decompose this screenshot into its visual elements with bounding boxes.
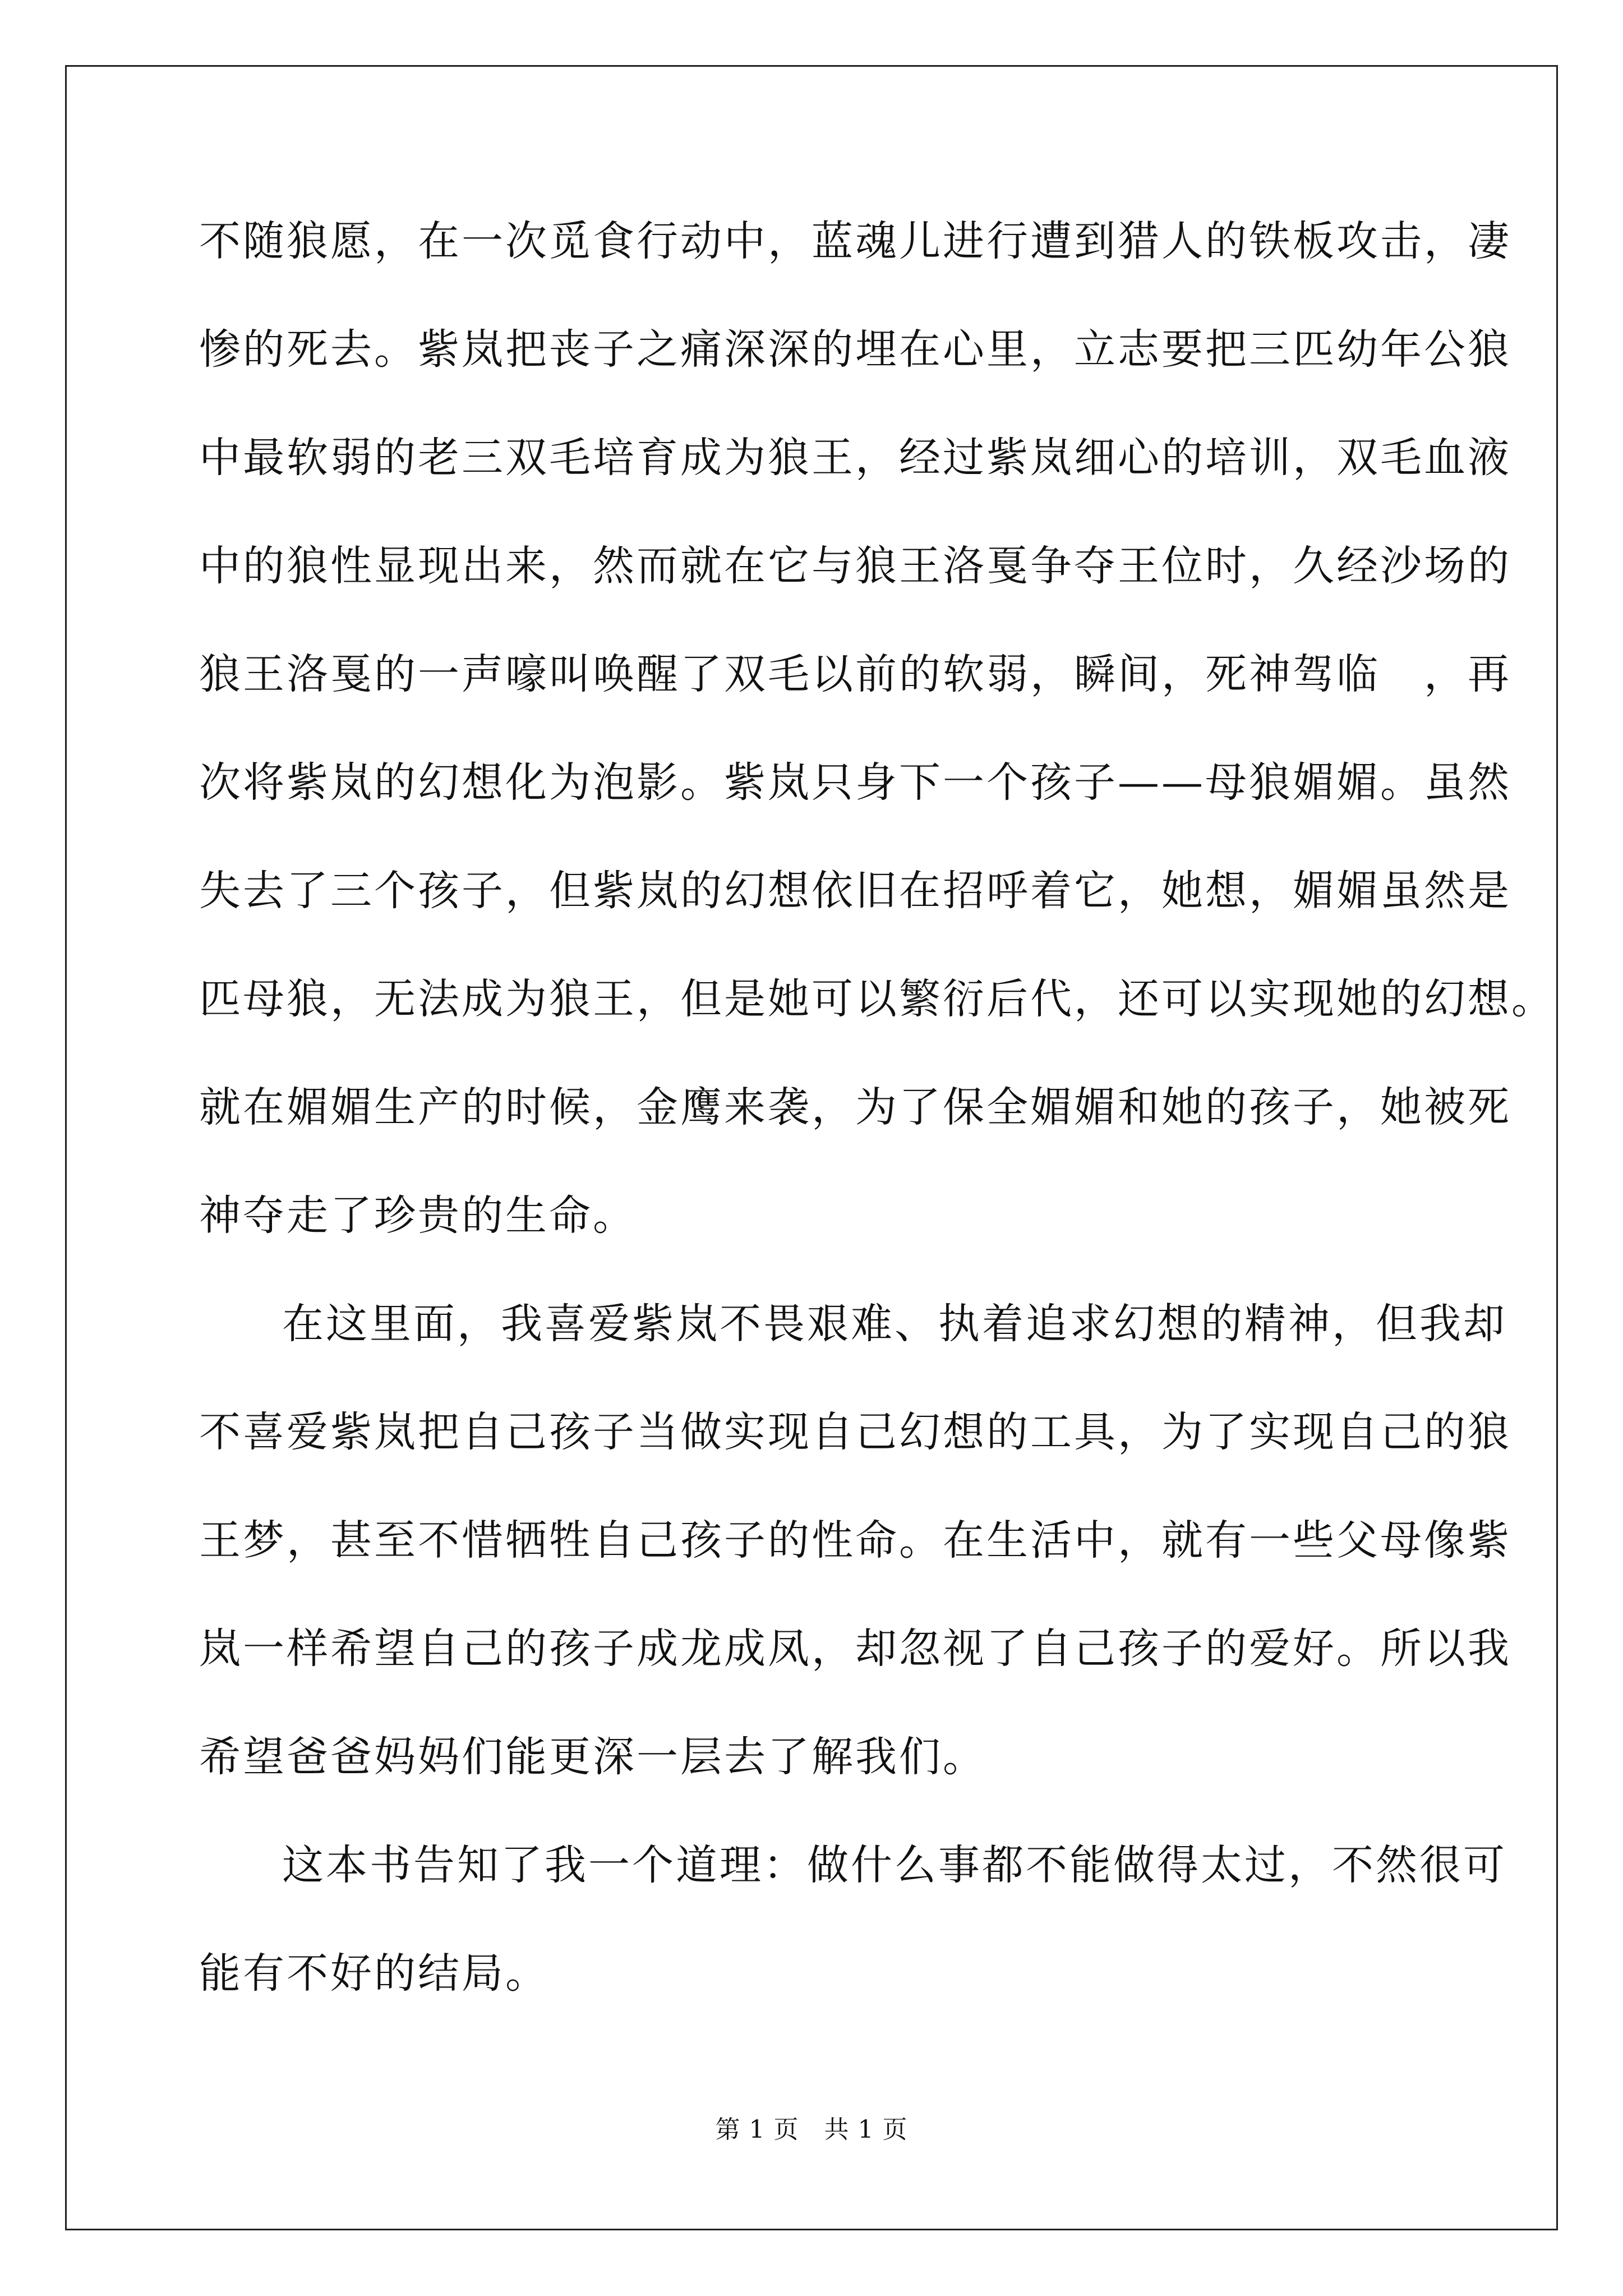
text-line: 中的狼性显现出来，然而就在它与狼王洛戛争夺王位时，久经沙场的 (199, 542, 1511, 590)
text-line: 这本书告知了我一个道理：做什么事都不能做得太过，不然很可 (282, 1841, 1507, 1889)
text-line: 次将紫岚的幻想化为泡影。紫岚只身下一个孩子——母狼媚媚。虽然 (199, 758, 1511, 807)
paragraph-3 (199, 1837, 1507, 2054)
text-line: 就在媚媚生产的时候，金鹰来袭，为了保全媚媚和她的孩子，她被死 (199, 1083, 1511, 1131)
text-line: 匹母狼，无法成为狼王，但是她可以繁衍后代，还可以实现她的幻想。 (199, 975, 1555, 1023)
text-line: 中最软弱的老三双毛培育成为狼王，经过紫岚细心的培训，双毛血液 (199, 434, 1511, 482)
paragraph-1 (199, 213, 1555, 1296)
text-line: 神夺走了珍贵的生命。 (199, 1191, 637, 1240)
text-line: 岚一样希望自己的孩子成龙成凤，却忽视了自己孩子的爱好。所以我 (199, 1625, 1511, 1673)
text-line: 惨的死去。紫岚把丧子之痛深深的埋在心里，立志要把三匹幼年公狼 (199, 325, 1511, 374)
text-line: 狼王洛戛的一声嚎叫唤醒了双毛以前的软弱，瞬间，死神驾临 ，再 (199, 650, 1511, 698)
text-line: 在这里面，我喜爱紫岚不畏艰难、执着追求幻想的精神，但我却 (282, 1300, 1507, 1348)
document-body (199, 213, 1555, 2054)
text-line: 失去了三个孩子，但紫岚的幻想依旧在招呼着它，她想，媚媚虽然是 (199, 867, 1511, 915)
text-line: 不随狼愿，在一次觅食行动中，蓝魂儿进行遭到猎人的铁板攻击，凄 (199, 217, 1511, 265)
text-line: 希望爸爸妈妈们能更深一层去了解我们。 (199, 1733, 986, 1781)
text-line: 王梦，甚至不惜牺牲自己孩子的性命。在生活中，就有一些父母像紫 (199, 1516, 1511, 1565)
text-line: 能有不好的结局。 (199, 1949, 549, 1998)
text-line: 不喜爱紫岚把自己孩子当做实现自己幻想的工具，为了实现自己的狼 (199, 1408, 1511, 1456)
page-footer: 第 1 页 共 1 页 (715, 2115, 908, 2144)
paragraph-2 (199, 1296, 1511, 1837)
